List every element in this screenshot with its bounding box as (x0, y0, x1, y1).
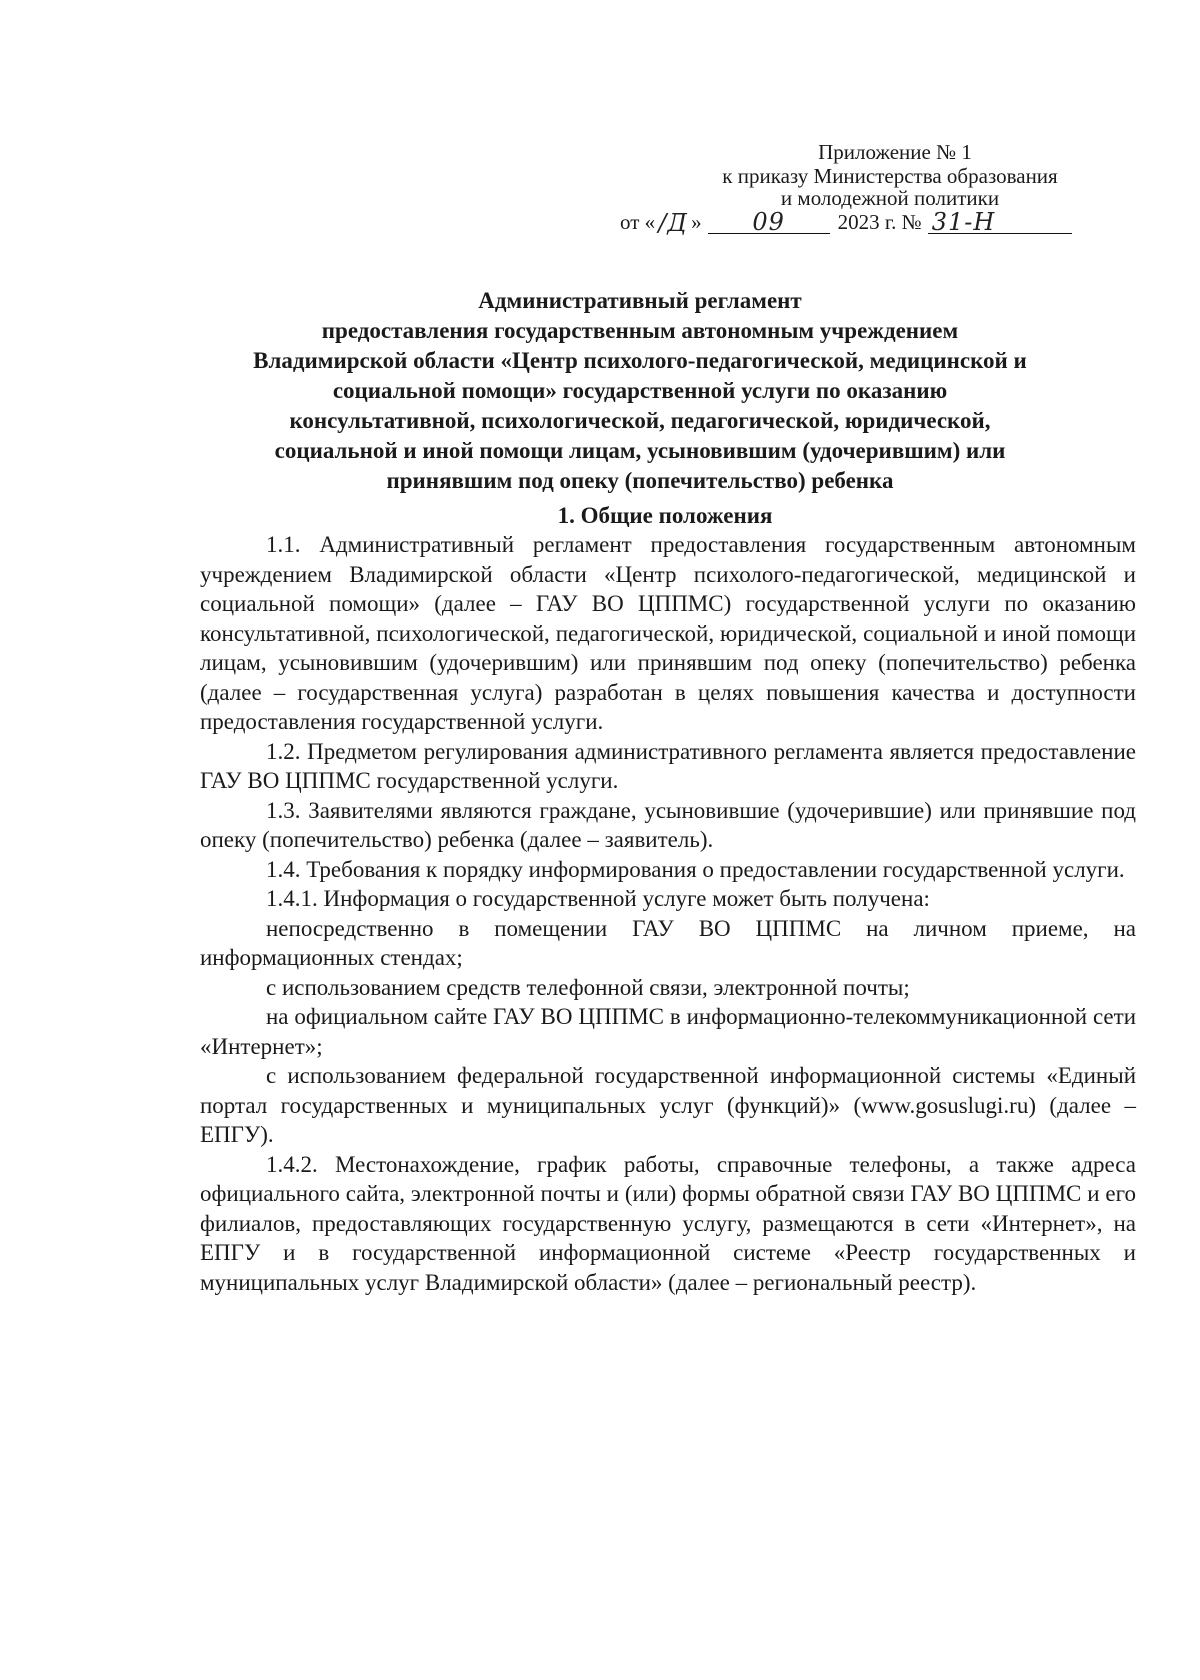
document-title (160, 286, 1120, 496)
order-date-line (620, 208, 1140, 237)
section-heading: 1. Общие положения (557, 503, 773, 528)
ministry-name: и молодежной политики (780, 186, 1000, 210)
title-line: консультативной, психологической, педагогической, юридической, (289, 408, 991, 433)
list-item-website: на официальном сайте ГАУ ВО ЦППМС в информационно-телекоммуникационной сети «Интернет»; (200, 1004, 1136, 1059)
paragraph-1-3: 1.3. Заявителями являются граждане, усыновившие (удочерившие) или принявшие под опеку (попечительство) ребенка (далее – заявитель). (200, 797, 1136, 852)
list-item-epgu: с использованием федеральной государственной информационной системы «Единый портал государственных и муниципальных услуг (функций)» (www.gosuslugi.ru) (далее – ЕПГУ). (200, 1063, 1136, 1147)
title-line: Административный регламент (478, 288, 802, 313)
paragraph-1-4-2: 1.4.2. Местонахождение, график работы, справочные телефоны, а также адреса официального сайта, электронной почты и (или) формы обратной связи ГАУ ВО ЦППМС и его филиалов, предоставляющих государственную услугу, размещаются в сети «Интернет», на ЕПГУ и в государственной информационной системе «Реестр государственных и муниципальных услуг Владимирской области» (далее – региональный реестр). (200, 1151, 1136, 1295)
document-body (200, 530, 1136, 1297)
order-number-handwritten: 31-Н (928, 211, 1072, 234)
date-day-handwritten: /Д (658, 209, 688, 237)
title-line: принявшим под опеку (попечительство) ребенка (386, 468, 894, 493)
paragraph-1-1: 1.1. Административный регламент предоставления государственным автономным учреждением Владимирской области «Центр психолого-педагогической, медицинской и социальной помощи» (далее – ГАУ ВО ЦППМС) государственной услуги по оказанию консультативной, психологической, педагогической, юридической, социальной и иной помощи лицам, усыновившим (удочерившим) или принявшим под опеку (попечительство) ребенка (далее – государственная услуга) разработан в целях повышения качества и доступности предоставления государственной услуги. (200, 532, 1136, 734)
date-month-handwritten: 09 (708, 211, 830, 234)
date-year-label: 2023 г. № (837, 210, 922, 234)
date-prefix: от « (620, 210, 656, 234)
title-line: Владимирской области «Центр психолого-педагогической, медицинской и (253, 348, 1027, 373)
order-reference: к приказу Министерства образования (722, 164, 1058, 188)
paragraph-1-4-1: 1.4.1. Информация о государственной услуге может быть получена: (266, 886, 930, 911)
list-item-in-person: непосредственно в помещении ГАУ ВО ЦППМС на личном приеме, на информационных стендах; (200, 915, 1136, 970)
title-line: социальной и иной помощи лицам, усыновившим (удочерившим) или (274, 438, 1006, 463)
date-mid: » (691, 210, 702, 234)
title-line: социальной помощи» государственной услуги по оказанию (332, 378, 948, 403)
list-item-phone-email: с использованием средств телефонной связи, электронной почты; (266, 974, 910, 1000)
approval-block (620, 140, 1140, 237)
appendix-label: Приложение № 1 (818, 140, 972, 164)
title-line: предоставления государственным автономным учреждением (321, 318, 959, 343)
paragraph-1-2: 1.2. Предметом регулирования административного регламента является предоставление ГАУ ВО ЦППМС государственной услуги. (200, 738, 1136, 793)
paragraph-1-4: 1.4. Требования к порядку информирования о предоставлении государственной услуги. (266, 856, 1125, 882)
